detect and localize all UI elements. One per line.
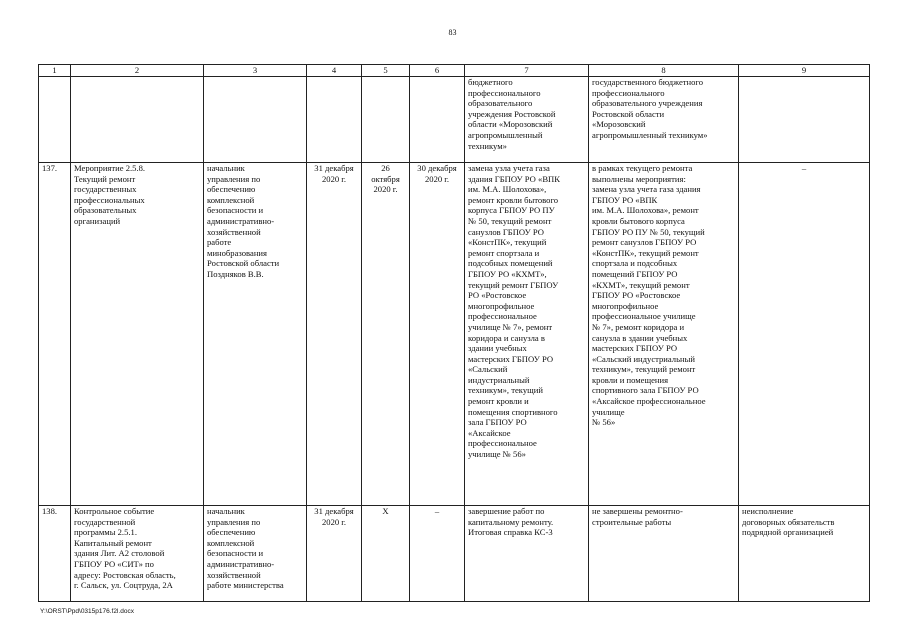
end-date: –: [410, 506, 465, 602]
actual-result: не завершены ремонтно- строительные работы: [589, 506, 739, 602]
planned-result: замена узла учета газа здания ГБПОУ РО «ВПК им. М.А. Шолохова», ремонт кровли бытового корпуса ГБПОУ РО ПУ № 50, текущий ремонт санузлов ГБПОУ РО «КонстПК», текущий ремонт спортзала и подсобных помещений ГБПОУ РО «КХМТ», текущий ремонт ГБПОУ РО «Ростовское многопрофильное профессиональное училище № 7», ремонт коридора и санузла в здании учебных мастерских ГБПОУ РО «Сальский индустриальный техникум», текущий ремонт кровли и помещения спортивного зала ГБПОУ РО «Аксайское профессиональное училище № 56»: [465, 163, 589, 506]
header-cell-1: 1: [39, 65, 71, 77]
header-row: [39, 65, 870, 77]
responsible-person: начальник управления по обеспечению комплексной безопасности и административно- хозяйственной работе минобразования Ростовской области Поздняков В.В.: [204, 163, 307, 506]
row-number: [39, 77, 71, 163]
notes: неисполнение договорных обязательств подрядной организацией: [739, 506, 870, 602]
end-date: 30 декабря 2020 г.: [410, 163, 465, 506]
notes: [739, 77, 870, 163]
row-number: 138.: [39, 506, 71, 602]
actual-result: в рамках текущего ремонта выполнены мероприятия: замена узла учета газа здания ГБПОУ РО «ВПК им. М.А. Шолохова», ремонт кровли бытового корпуса ГБПОУ РО ПУ № 50, текущий ремонт санузлов ГБПОУ РО «КонстПК», текущий ремонт спортзала и подсобных помещений ГБПОУ РО «КХМТ», текущий ремонт ГБПОУ РО «Ростовское многопрофильное профессиональное училище № 7», ремонт коридора и санузла в здании учебных мастерских ГБПОУ РО «Сальский индустриальный техникум», текущий ремонт кровли и помещения спортивного зала ГБПОУ РО «Аксайское профессиональное училище № 56»: [589, 163, 739, 506]
table-row-137: [39, 163, 870, 506]
plan-date: 31 декабря 2020 г.: [307, 506, 362, 602]
activity-name: [71, 77, 204, 163]
activity-name: Контрольное событие государственной программы 2.5.1. Капитальный ремонт здания Лит. А2 столовой ГБПОУ РО «СИТ» по адресу: Ростовская область, г. Сальск, ул. Соцтруда, 2А: [71, 506, 204, 602]
end-date: [410, 77, 465, 163]
planned-result: бюджетного профессионального образовательного учреждения Ростовской области «Морозовский агропромышленный техникум»: [465, 77, 589, 163]
header-cell-7: 7: [465, 65, 589, 77]
table-row-continuation: [39, 77, 870, 163]
header-cell-4: 4: [307, 65, 362, 77]
header-cell-6: 6: [410, 65, 465, 77]
row-number: 137.: [39, 163, 71, 506]
table-row-138: [39, 506, 870, 602]
page-number: 83: [448, 28, 457, 37]
header-cell-8: 8: [589, 65, 739, 77]
planned-result: завершение работ по капитальному ремонту. Итоговая справка КС-3: [465, 506, 589, 602]
header-cell-5: 5: [362, 65, 410, 77]
responsible-person: [204, 77, 307, 163]
notes: –: [739, 163, 870, 506]
plan-date: [307, 77, 362, 163]
actual-result: государственного бюджетного профессионального образовательного учреждения Ростовской области «Морозовский агропромышленный техникум»: [589, 77, 739, 163]
responsible-person: начальник управления по обеспечению комплексной безопасности и административно- хозяйственной работе министерства: [204, 506, 307, 602]
file-path-footer: Y:\ORST\Ppd\0315p176.f2l.docx: [40, 608, 134, 615]
header-cell-3: 3: [204, 65, 307, 77]
activity-name: Мероприятие 2.5.8. Текущий ремонт государственных профессиональных образовательных организаций: [71, 163, 204, 506]
plan-date: 31 декабря 2020 г.: [307, 163, 362, 506]
header-cell-9: 9: [739, 65, 870, 77]
header-cell-2: 2: [71, 65, 204, 77]
report-table: [38, 64, 870, 602]
start-date: 26 октября 2020 г.: [362, 163, 410, 506]
start-date: [362, 77, 410, 163]
start-date: X: [362, 506, 410, 602]
